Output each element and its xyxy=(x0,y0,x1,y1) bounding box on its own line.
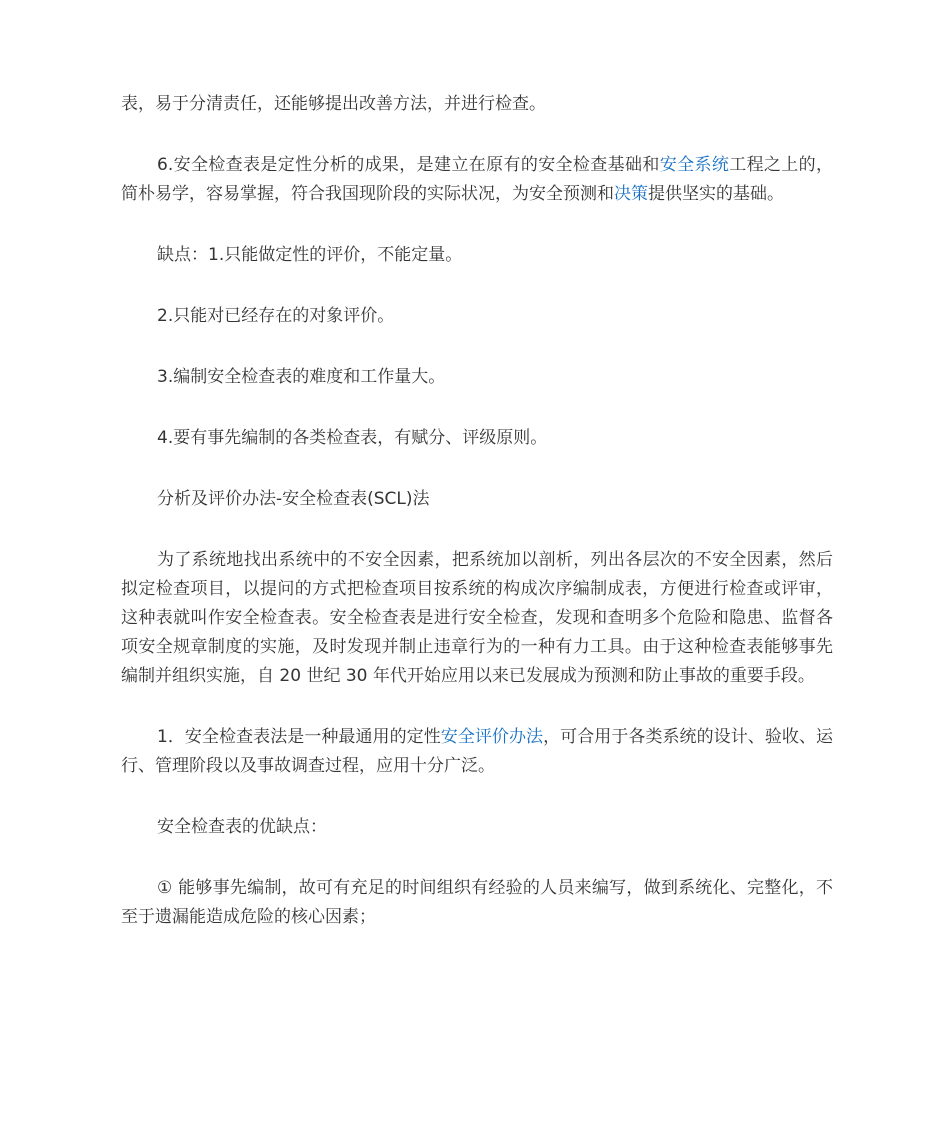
paragraph xyxy=(121,90,833,119)
paragraph-text: 工程之上的，简朴易学，容易掌握，符合我国现阶段的实际状况，为安全预测和 xyxy=(121,155,834,204)
paragraph xyxy=(121,302,833,331)
paragraph-text: 为了系统地找出系统中的不安全因素，把系统加以剖析，列出各层次的不安全因素，然后拟定检查项目，以提问的方式把检查项目按系统的构成次序编制成表，方便进行检查或评审，这种表就叫作安全检查表。安全检查表是进行安全检查，发现和查明多个危险和隐患、监督各项安全规章制度的实施，及时发现并制止违章行为的一种有力工具。由于这种检查表能够事先编制并组织实施，自 20 世纪 30 年代开始应用以来已发展成为预测和防止事故的重要手段。 xyxy=(121,550,833,686)
paragraph-text: 2.只能对已经存在的对象评价。 xyxy=(157,306,395,326)
paragraph xyxy=(121,424,833,453)
paragraph xyxy=(121,151,833,209)
paragraph xyxy=(121,813,833,842)
paragraph-text: 缺点：1.只能做定性的评价，不能定量。 xyxy=(157,245,463,265)
paragraph xyxy=(121,546,833,691)
paragraph-text: ，可合用于各类系统的设计、验收、运行、管理阶段以及事故调查过程，应用十分广泛。 xyxy=(121,727,833,776)
inline-link[interactable]: 决策 xyxy=(614,184,648,204)
paragraph xyxy=(121,874,833,932)
paragraph-text: 4.要有事先编制的各类检查表，有赋分、评级原则。 xyxy=(157,428,548,448)
paragraph xyxy=(121,363,833,392)
paragraph-text: 提供坚实的基础。 xyxy=(648,184,784,204)
paragraph-text: 6.安全检查表是定性分析的成果，是建立在原有的安全检查基础和 xyxy=(157,155,660,175)
paragraph-text: ① 能够事先编制，故可有充足的时间组织有经验的人员来编写，做到系统化、完整化，不至于遗漏能造成危险的核心因素； xyxy=(121,878,833,927)
paragraph-text: 安全检查表的优缺点： xyxy=(157,817,327,837)
paragraph-text: 表，易于分清责任，还能够提出改善方法，并进行检查。 xyxy=(121,94,546,114)
inline-link[interactable]: 安全系统 xyxy=(659,155,730,175)
paragraph xyxy=(121,485,833,514)
document-body xyxy=(121,90,833,964)
paragraph-text: 1．安全检查表法是一种最通用的定性 xyxy=(157,727,441,747)
paragraph xyxy=(121,723,833,781)
paragraph-text: 分析及评价办法-安全检查表(SCL)法 xyxy=(157,489,430,509)
paragraph-text: 3.编制安全检查表的难度和工作量大。 xyxy=(157,367,446,387)
paragraph xyxy=(121,241,833,270)
inline-link[interactable]: 安全评价办法 xyxy=(440,727,544,747)
